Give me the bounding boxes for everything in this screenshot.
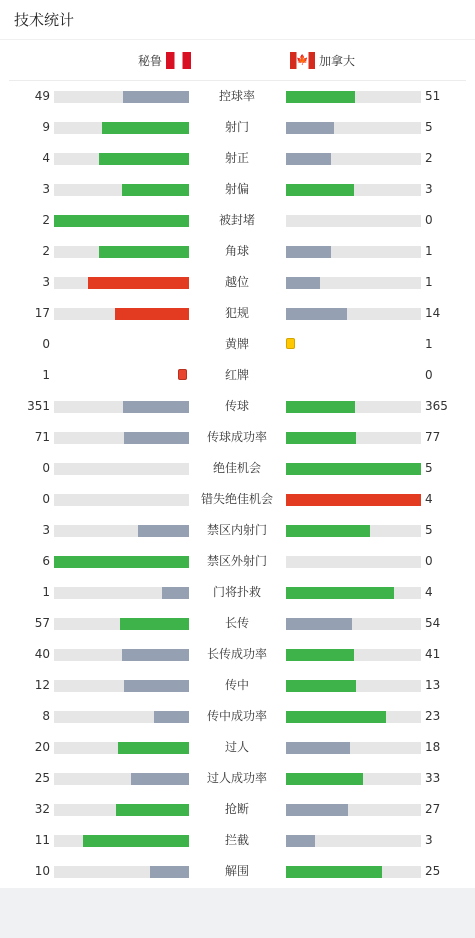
- stat-home-value: 71: [34, 430, 50, 444]
- stat-away-bar: [286, 122, 334, 134]
- stat-home-bar-track: [54, 91, 189, 103]
- stat-home-bar-track: [54, 277, 189, 289]
- stat-label: 抢断: [224, 802, 249, 816]
- stat-away-bar-track: [286, 277, 421, 289]
- stat-home-bar: [118, 742, 189, 754]
- stat-label: 禁区内射门: [206, 523, 267, 537]
- stat-label: 绝佳机会: [212, 461, 261, 475]
- stat-away-bar-track: [286, 804, 421, 816]
- stat-row: [0, 453, 475, 484]
- stat-label: 控球率: [218, 89, 255, 103]
- stat-label: 过人: [224, 740, 249, 754]
- stat-home-value: 10: [34, 864, 50, 878]
- red-card-icon: [178, 369, 187, 380]
- peru-flag-icon: [166, 52, 191, 69]
- stat-away-bar-track: [286, 401, 421, 413]
- stat-label: 射门: [224, 120, 249, 134]
- stat-home-bar: [54, 215, 189, 227]
- stat-home-value: 6: [42, 554, 50, 568]
- stat-away-value: 41: [425, 647, 441, 661]
- stat-home-value: 9: [42, 120, 50, 134]
- stat-label: 传球成功率: [206, 430, 267, 444]
- stat-row: [0, 112, 475, 143]
- stat-away-bar-track: [286, 742, 421, 754]
- stat-label: 长传: [224, 616, 249, 630]
- stat-away-bar-track: [286, 866, 421, 878]
- stat-home-bar: [115, 308, 189, 320]
- stat-away-bar-track: [286, 494, 421, 506]
- stat-away-bar: [286, 804, 348, 816]
- stat-label: 拦截: [224, 833, 249, 847]
- stat-away-value: 33: [425, 771, 441, 785]
- stat-home-value: 8: [42, 709, 50, 723]
- stat-away-bar: [286, 277, 320, 289]
- stat-home-value: 1: [42, 585, 50, 599]
- stat-away-value: 5: [425, 461, 433, 475]
- stat-home-bar-track: [54, 463, 189, 475]
- stat-home-bar-track: [54, 866, 189, 878]
- stat-away-bar: [286, 618, 352, 630]
- stat-label: 过人成功率: [206, 771, 267, 785]
- stat-home-value: 1: [42, 368, 50, 382]
- stat-row: [0, 856, 475, 887]
- stat-away-bar: [286, 680, 356, 692]
- stat-row: [0, 825, 475, 856]
- stat-home-bar-track: [54, 618, 189, 630]
- stat-away-bar-track: [286, 308, 421, 320]
- stat-row: [0, 360, 475, 391]
- page-title-bar: [0, 0, 475, 40]
- stat-away-value: 0: [425, 213, 433, 227]
- stat-away-bar: [286, 184, 354, 196]
- stat-home-value: 32: [34, 802, 50, 816]
- stat-home-bar-track: [54, 556, 189, 568]
- stat-home-value: 17: [34, 306, 50, 320]
- stat-away-bar: [286, 91, 355, 103]
- stat-away-bar: [286, 711, 386, 723]
- stat-away-value: 2: [425, 151, 433, 165]
- stat-away-value: 4: [425, 492, 433, 506]
- stat-label: 犯规: [224, 306, 249, 320]
- stat-away-bar-track: [286, 153, 421, 165]
- stat-away-bar-track: [286, 91, 421, 103]
- stat-home-bar: [131, 773, 189, 785]
- stat-row: [0, 546, 475, 577]
- stat-away-bar-track: [286, 649, 421, 661]
- stat-away-bar: [286, 835, 315, 847]
- stat-away-bar-track: [286, 680, 421, 692]
- stat-home-bar: [116, 804, 189, 816]
- stat-away-bar-track: [286, 618, 421, 630]
- stat-row: [0, 267, 475, 298]
- stat-home-bar-track: [54, 432, 189, 444]
- stat-label: 解围: [224, 864, 249, 878]
- stat-home-bar: [54, 556, 189, 568]
- stat-away-value: 365: [425, 399, 448, 413]
- stat-home-bar: [154, 711, 189, 723]
- stat-away-bar: [286, 587, 394, 599]
- stat-home-value: 0: [42, 461, 50, 475]
- stat-label: 越位: [224, 275, 249, 289]
- stat-home-bar: [124, 680, 189, 692]
- stat-away-value: 0: [425, 368, 433, 382]
- stat-home-value: 40: [34, 647, 50, 661]
- stat-row: [0, 298, 475, 329]
- stat-label: 禁区外射门: [206, 554, 267, 568]
- stat-home-value: 3: [42, 523, 50, 537]
- stat-home-bar: [88, 277, 189, 289]
- stat-away-bar-track: [286, 525, 421, 537]
- stat-away-bar: [286, 773, 363, 785]
- stat-row: [0, 732, 475, 763]
- team-header: [9, 40, 466, 81]
- stat-home-value: 2: [42, 213, 50, 227]
- stat-row: [0, 205, 475, 236]
- stat-label: 黄牌: [224, 337, 249, 351]
- stat-row: [0, 422, 475, 453]
- stat-away-value: 18: [425, 740, 441, 754]
- stat-label: 传球: [224, 399, 249, 413]
- stat-away-bar-track: [286, 246, 421, 258]
- stat-home-value: 11: [34, 833, 50, 847]
- stat-home-value: 0: [42, 492, 50, 506]
- stat-row: [0, 143, 475, 174]
- stat-away-bar: [286, 649, 354, 661]
- stat-away-value: 1: [425, 244, 433, 258]
- stat-home-value: 49: [34, 89, 50, 103]
- stat-home-value: 2: [42, 244, 50, 258]
- stat-home-bar: [122, 184, 190, 196]
- stat-home-bar-track: [54, 587, 189, 599]
- stat-label: 被封堵: [218, 213, 255, 227]
- stat-away-bar-track: [286, 122, 421, 134]
- stat-row: [0, 670, 475, 701]
- stat-row: [0, 391, 475, 422]
- stat-away-bar-track: [286, 556, 421, 568]
- stat-label: 传中: [224, 678, 249, 692]
- stat-home-bar: [120, 618, 189, 630]
- stat-away-bar: [286, 525, 370, 537]
- stat-home-bar-track: [54, 804, 189, 816]
- stat-home-bar-track: [54, 184, 189, 196]
- stat-home-bar-track: [54, 835, 189, 847]
- stat-row: [0, 577, 475, 608]
- stat-away-bar: [286, 153, 331, 165]
- stat-away-value: 0: [425, 554, 433, 568]
- stat-away-value: 27: [425, 802, 441, 816]
- stat-row: [0, 701, 475, 732]
- stat-home-value: 351: [27, 399, 50, 413]
- stat-away-bar-track: [286, 587, 421, 599]
- stat-home-bar-track: [54, 246, 189, 258]
- stat-away-value: 14: [425, 306, 441, 320]
- stat-home-value: 57: [34, 616, 50, 630]
- stat-away-bar: [286, 866, 382, 878]
- stat-label: 角球: [224, 244, 249, 258]
- stat-label: 传中成功率: [206, 709, 267, 723]
- stat-label: 红牌: [224, 368, 249, 382]
- stat-row: [0, 174, 475, 205]
- stat-row: [0, 608, 475, 639]
- stat-home-bar-track: [54, 153, 189, 165]
- stat-home-bar: [122, 649, 189, 661]
- stat-away-bar: [286, 308, 347, 320]
- stat-home-bar: [99, 153, 189, 165]
- stat-home-bar: [123, 401, 189, 413]
- stat-away-value: 5: [425, 523, 433, 537]
- stat-home-value: 3: [42, 182, 50, 196]
- stat-label: 长传成功率: [206, 647, 267, 661]
- stat-home-bar: [123, 91, 189, 103]
- stat-home-bar-track: [54, 308, 189, 320]
- stat-home-value: 0: [42, 337, 50, 351]
- stat-home-value: 12: [34, 678, 50, 692]
- stat-home-bar: [102, 122, 189, 134]
- stat-away-bar: [286, 494, 421, 506]
- stat-label: 射偏: [224, 182, 249, 196]
- stat-away-value: 3: [425, 833, 433, 847]
- stat-away-bar-track: [286, 711, 421, 723]
- stat-home-bar-track: [54, 494, 189, 506]
- stat-away-value: 51: [425, 89, 441, 103]
- stat-label: 门将扑救: [212, 585, 261, 599]
- stat-row: [0, 81, 475, 112]
- stat-away-value: 4: [425, 585, 433, 599]
- stat-label: 射正: [224, 151, 249, 165]
- stat-away-bar-track: [286, 835, 421, 847]
- stat-away-bar-track: [286, 432, 421, 444]
- stat-row: [0, 329, 475, 360]
- stat-row: [0, 794, 475, 825]
- stat-away-value: 5: [425, 120, 433, 134]
- stat-home-bar: [124, 432, 189, 444]
- stat-home-bar: [83, 835, 189, 847]
- stat-home-bar: [162, 587, 189, 599]
- stat-away-value: 25: [425, 864, 441, 878]
- stat-away-bar-track: [286, 184, 421, 196]
- stat-away-bar: [286, 742, 350, 754]
- stat-home-bar-track: [54, 680, 189, 692]
- stat-home-bar: [99, 246, 189, 258]
- stat-away-bar-track: [286, 773, 421, 785]
- stat-home-bar-track: [54, 742, 189, 754]
- stat-away-value: 1: [425, 337, 433, 351]
- stat-away-bar-track: [286, 215, 421, 227]
- page-title: 技术统计: [14, 11, 75, 29]
- stats-list: [0, 81, 475, 887]
- stat-row: [0, 515, 475, 546]
- team-home-name: 秘鲁: [137, 54, 162, 68]
- stat-home-bar-track: [54, 649, 189, 661]
- stat-away-value: 13: [425, 678, 441, 692]
- stat-home-bar-track: [54, 122, 189, 134]
- stat-away-value: 23: [425, 709, 441, 723]
- stat-home-value: 4: [42, 151, 50, 165]
- stat-home-bar-track: [54, 525, 189, 537]
- stat-away-bar-track: [286, 463, 421, 475]
- team-away: [290, 52, 355, 69]
- stat-home-bar-track: [54, 401, 189, 413]
- stat-away-bar: [286, 432, 356, 444]
- stat-row: [0, 236, 475, 267]
- yellow-card-icon: [286, 338, 295, 349]
- stat-label: 错失绝佳机会: [200, 492, 273, 506]
- stat-away-bar: [286, 463, 421, 475]
- stat-away-bar: [286, 401, 355, 413]
- canada-flag-icon: 🍁: [290, 52, 315, 69]
- stat-away-value: 77: [425, 430, 441, 444]
- stat-home-value: 25: [34, 771, 50, 785]
- team-away-name: 加拿大: [319, 54, 356, 68]
- stat-home-bar: [138, 525, 189, 537]
- team-home: [138, 52, 191, 69]
- stat-away-value: 1: [425, 275, 433, 289]
- stat-away-value: 54: [425, 616, 441, 630]
- stat-home-bar-track: [54, 711, 189, 723]
- stat-home-value: 3: [42, 275, 50, 289]
- stat-row: [0, 484, 475, 515]
- stat-home-bar-track: [54, 773, 189, 785]
- stat-away-value: 3: [425, 182, 433, 196]
- stat-away-bar: [286, 246, 331, 258]
- stat-row: [0, 763, 475, 794]
- stat-home-bar-track: [54, 215, 189, 227]
- stat-home-bar: [150, 866, 189, 878]
- stat-row: [0, 639, 475, 670]
- stat-home-value: 20: [34, 740, 50, 754]
